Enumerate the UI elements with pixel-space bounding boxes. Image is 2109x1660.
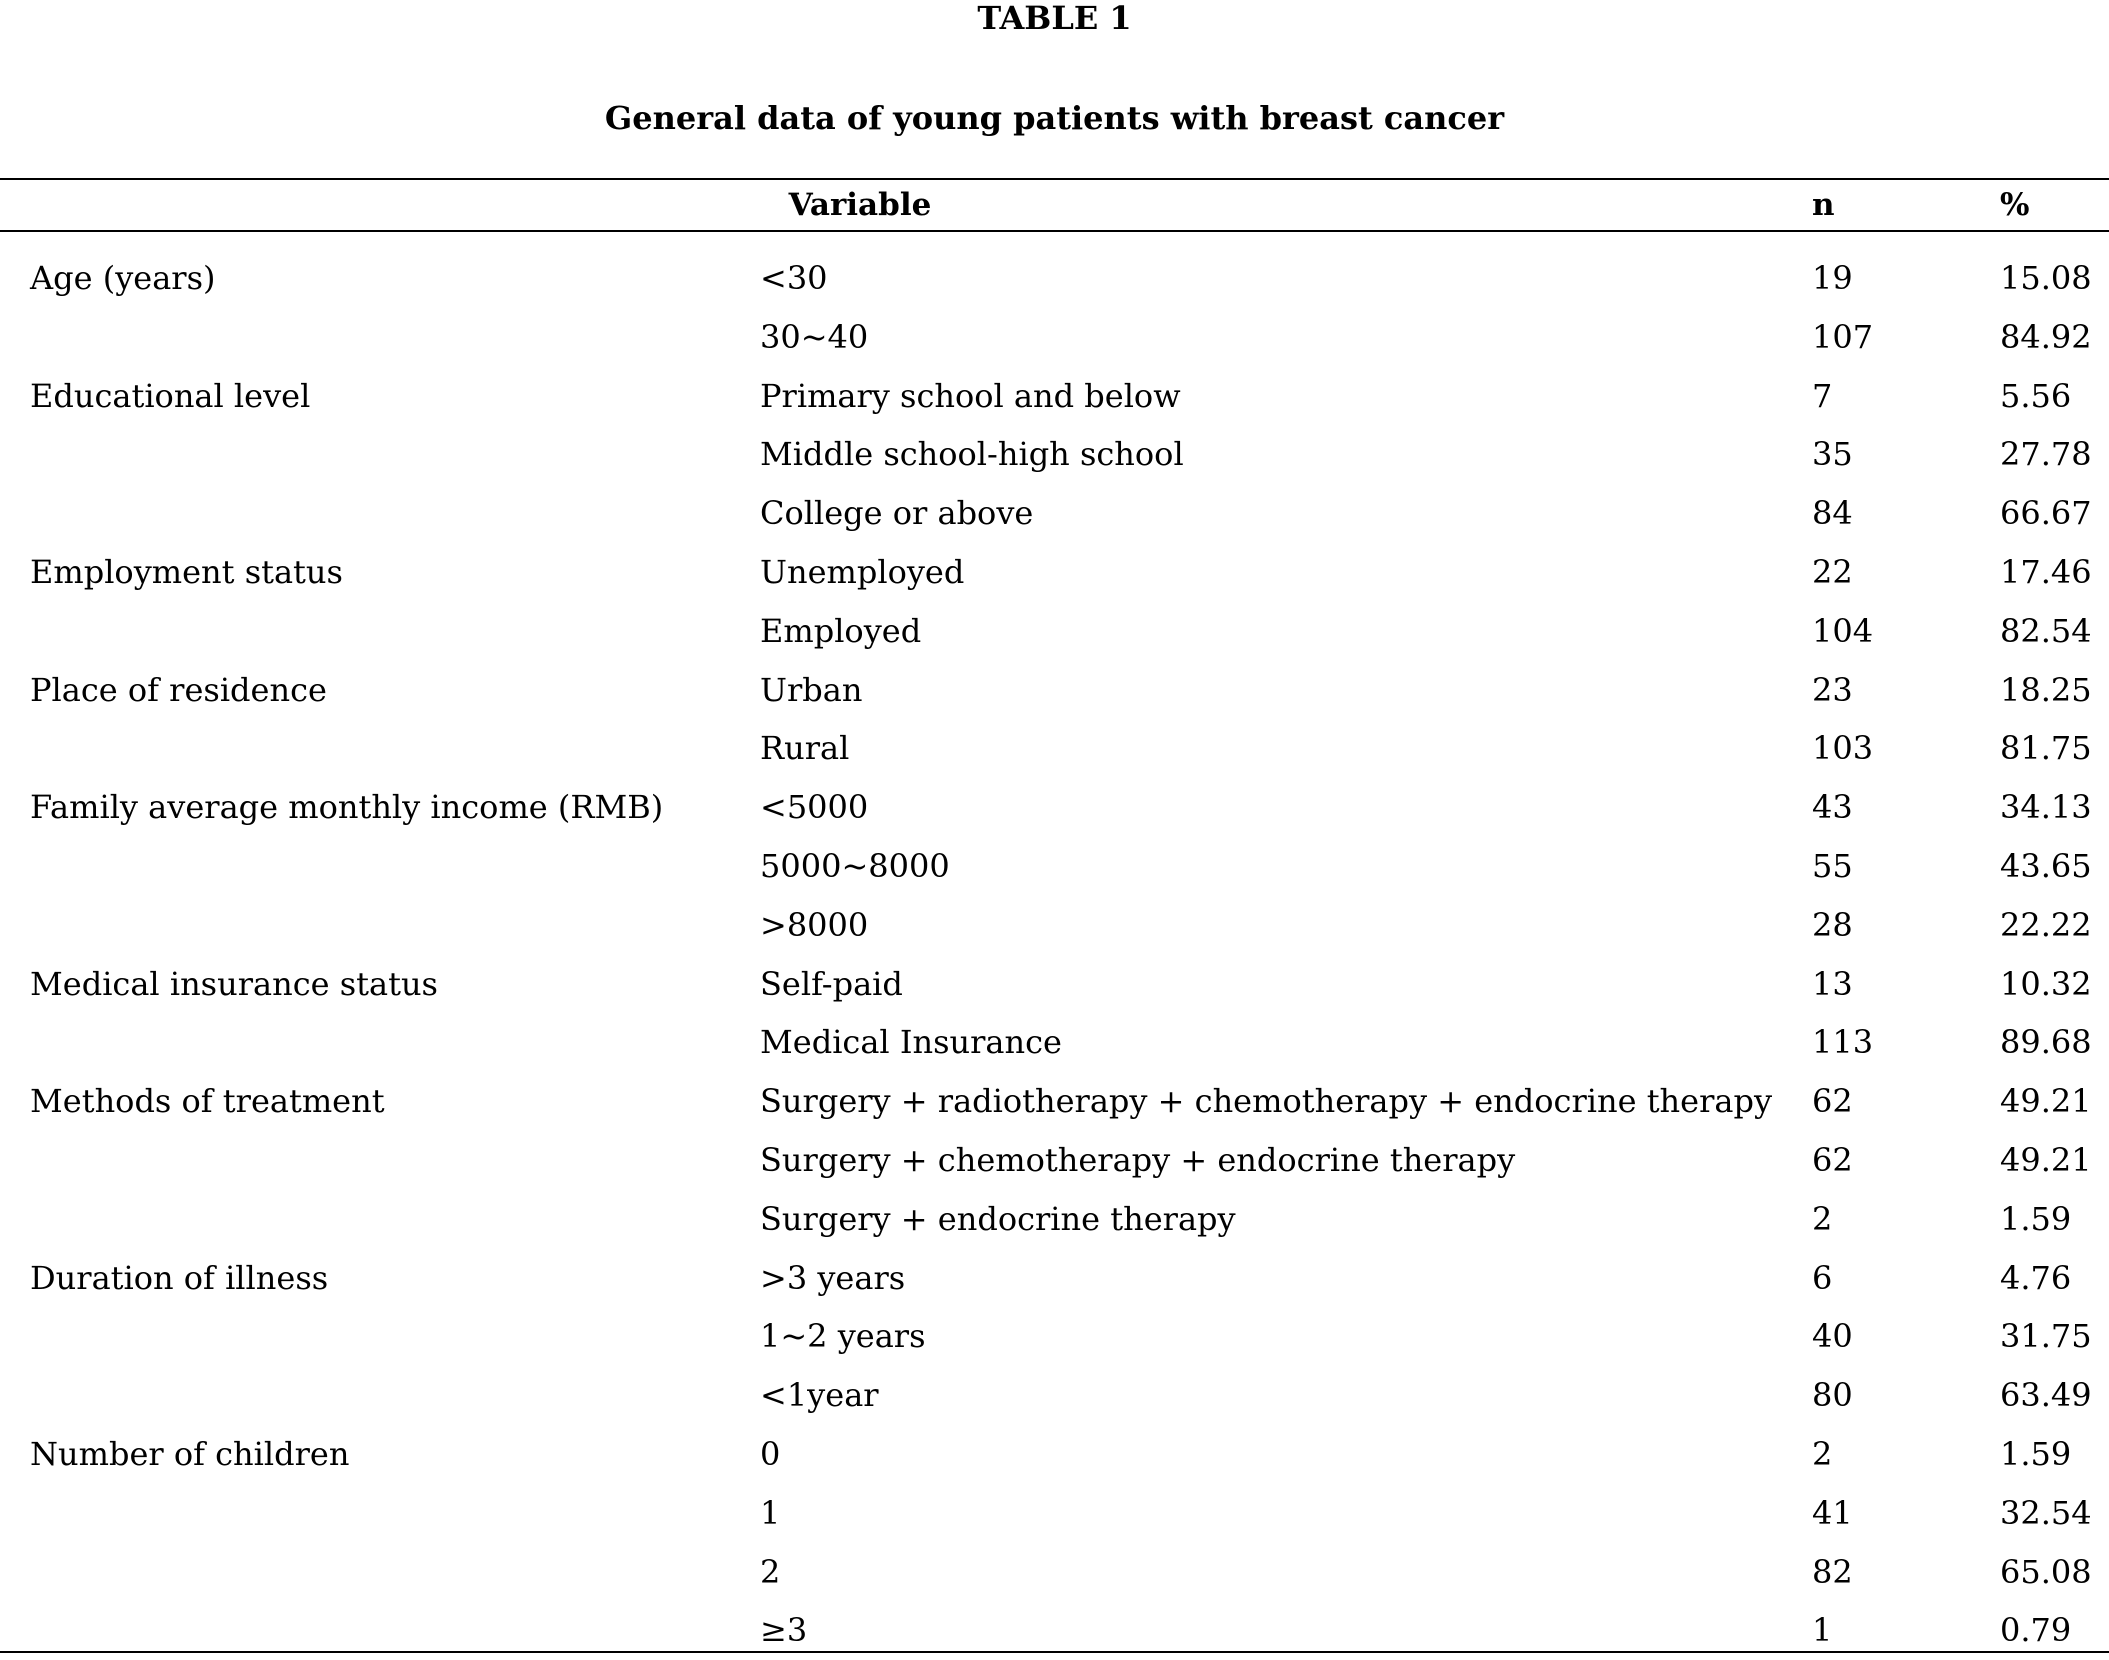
table-body — [0, 249, 2109, 1660]
row-category: Urban — [760, 670, 863, 709]
row-category: <30 — [760, 259, 828, 297]
row-percent: 65.08 — [2000, 1552, 2092, 1591]
table-row — [0, 1425, 2109, 1484]
row-category: Self-paid — [760, 964, 903, 1003]
table-row — [0, 719, 2109, 778]
table-row — [0, 308, 2109, 367]
row-percent: 5.56 — [2000, 376, 2072, 415]
row-category: 0 — [760, 1434, 781, 1473]
row-n: 13 — [1812, 964, 1853, 1003]
row-percent: 0.79 — [2000, 1611, 2072, 1650]
table-row — [0, 1366, 2109, 1425]
row-percent: 1.59 — [2000, 1434, 2072, 1473]
row-category: <1year — [760, 1376, 879, 1415]
table-label: TABLE 1 — [977, 0, 1132, 37]
row-category: Surgery + endocrine therapy — [760, 1199, 1236, 1238]
row-n: 103 — [1812, 729, 1874, 768]
row-percent: 84.92 — [2000, 317, 2092, 356]
row-variable: Number of children — [30, 1434, 350, 1473]
table-row — [0, 896, 2109, 955]
table-row — [0, 484, 2109, 543]
table-row — [0, 1249, 2109, 1308]
row-category: Unemployed — [760, 552, 965, 591]
table-top-rule — [0, 178, 2109, 180]
row-n: 2 — [1812, 1434, 1833, 1473]
row-percent: 10.32 — [2000, 964, 2092, 1003]
row-n: 107 — [1812, 317, 1874, 356]
row-category: ≥3 — [760, 1611, 808, 1650]
table-bottom-rule — [0, 1651, 2109, 1653]
row-n: 80 — [1812, 1376, 1853, 1415]
row-n: 82 — [1812, 1552, 1853, 1591]
row-percent: 31.75 — [2000, 1317, 2092, 1356]
row-category: Rural — [760, 729, 850, 768]
row-n: 104 — [1812, 611, 1874, 650]
row-category: Employed — [760, 611, 922, 650]
table-row — [0, 1013, 2109, 1072]
table-row — [0, 778, 2109, 837]
row-percent: 43.65 — [2000, 846, 2092, 885]
table-title: General data of young patients with breast cancer — [604, 99, 1505, 137]
row-n: 6 — [1812, 1258, 1833, 1297]
row-n: 84 — [1812, 494, 1853, 533]
row-variable: Educational level — [30, 376, 311, 415]
row-n: 7 — [1812, 376, 1833, 415]
row-n: 55 — [1812, 846, 1853, 885]
table-row — [0, 425, 2109, 484]
row-n: 1 — [1812, 1611, 1833, 1650]
row-percent: 82.54 — [2000, 611, 2092, 650]
row-percent: 18.25 — [2000, 670, 2092, 709]
table-row — [0, 249, 2109, 308]
row-percent: 89.68 — [2000, 1023, 2092, 1062]
table-row — [0, 837, 2109, 896]
header-n: n — [1812, 187, 1835, 223]
table-row — [0, 661, 2109, 720]
row-category: College or above — [760, 494, 1034, 533]
row-category: >3 years — [760, 1258, 906, 1297]
row-category: Primary school and below — [760, 376, 1181, 415]
row-variable: Methods of treatment — [30, 1082, 385, 1121]
row-percent: 27.78 — [2000, 435, 2092, 474]
row-variable: Age (years) — [30, 259, 216, 297]
table-row — [0, 367, 2109, 426]
row-category: <5000 — [760, 788, 869, 827]
row-percent: 1.59 — [2000, 1199, 2072, 1238]
row-n: 23 — [1812, 670, 1853, 709]
row-variable: Employment status — [30, 552, 343, 591]
header-percent: % — [2000, 187, 2030, 223]
row-n: 19 — [1812, 259, 1853, 297]
row-percent: 81.75 — [2000, 729, 2092, 768]
table-row — [0, 543, 2109, 602]
row-category: 5000~8000 — [760, 846, 950, 885]
row-percent: 22.22 — [2000, 905, 2092, 944]
row-n: 28 — [1812, 905, 1853, 944]
row-percent: 34.13 — [2000, 788, 2092, 827]
table-row — [0, 1484, 2109, 1543]
row-percent: 49.21 — [2000, 1140, 2092, 1179]
table-row — [0, 1072, 2109, 1131]
row-category: 2 — [760, 1552, 781, 1591]
row-variable: Duration of illness — [30, 1258, 329, 1297]
row-variable: Place of residence — [30, 670, 327, 709]
row-category: 1~2 years — [760, 1317, 926, 1356]
row-category: 30~40 — [760, 317, 869, 356]
table-row — [0, 1190, 2109, 1249]
row-category: Middle school-high school — [760, 435, 1184, 474]
row-variable: Family average monthly income (RMB) — [30, 788, 664, 827]
table-row — [0, 955, 2109, 1014]
row-percent: 32.54 — [2000, 1493, 2092, 1532]
row-category: Surgery + chemotherapy + endocrine therapy — [760, 1140, 1516, 1179]
header-variable: Variable — [788, 187, 932, 223]
row-n: 22 — [1812, 552, 1853, 591]
row-n: 35 — [1812, 435, 1853, 474]
table-row — [0, 1131, 2109, 1190]
table-header-rule — [0, 230, 2109, 232]
row-variable: Medical insurance status — [30, 964, 438, 1003]
table-header-row — [0, 182, 2109, 228]
row-n: 62 — [1812, 1082, 1853, 1121]
row-category: >8000 — [760, 905, 869, 944]
row-percent: 63.49 — [2000, 1376, 2092, 1415]
row-n: 113 — [1812, 1023, 1874, 1062]
row-percent: 17.46 — [2000, 552, 2092, 591]
row-n: 41 — [1812, 1493, 1853, 1532]
table-row — [0, 1307, 2109, 1366]
row-n: 2 — [1812, 1199, 1833, 1238]
row-category: Surgery + radiotherapy + chemotherapy + endocrine therapy — [760, 1082, 1773, 1121]
row-percent: 4.76 — [2000, 1258, 2072, 1297]
row-percent: 66.67 — [2000, 494, 2092, 533]
table-row — [0, 602, 2109, 661]
row-category: Medical Insurance — [760, 1023, 1062, 1062]
row-category: 1 — [760, 1493, 781, 1532]
row-n: 62 — [1812, 1140, 1853, 1179]
row-percent: 49.21 — [2000, 1082, 2092, 1121]
row-n: 40 — [1812, 1317, 1853, 1356]
row-n: 43 — [1812, 788, 1853, 827]
row-percent: 15.08 — [2000, 259, 2092, 297]
table-row — [0, 1543, 2109, 1602]
